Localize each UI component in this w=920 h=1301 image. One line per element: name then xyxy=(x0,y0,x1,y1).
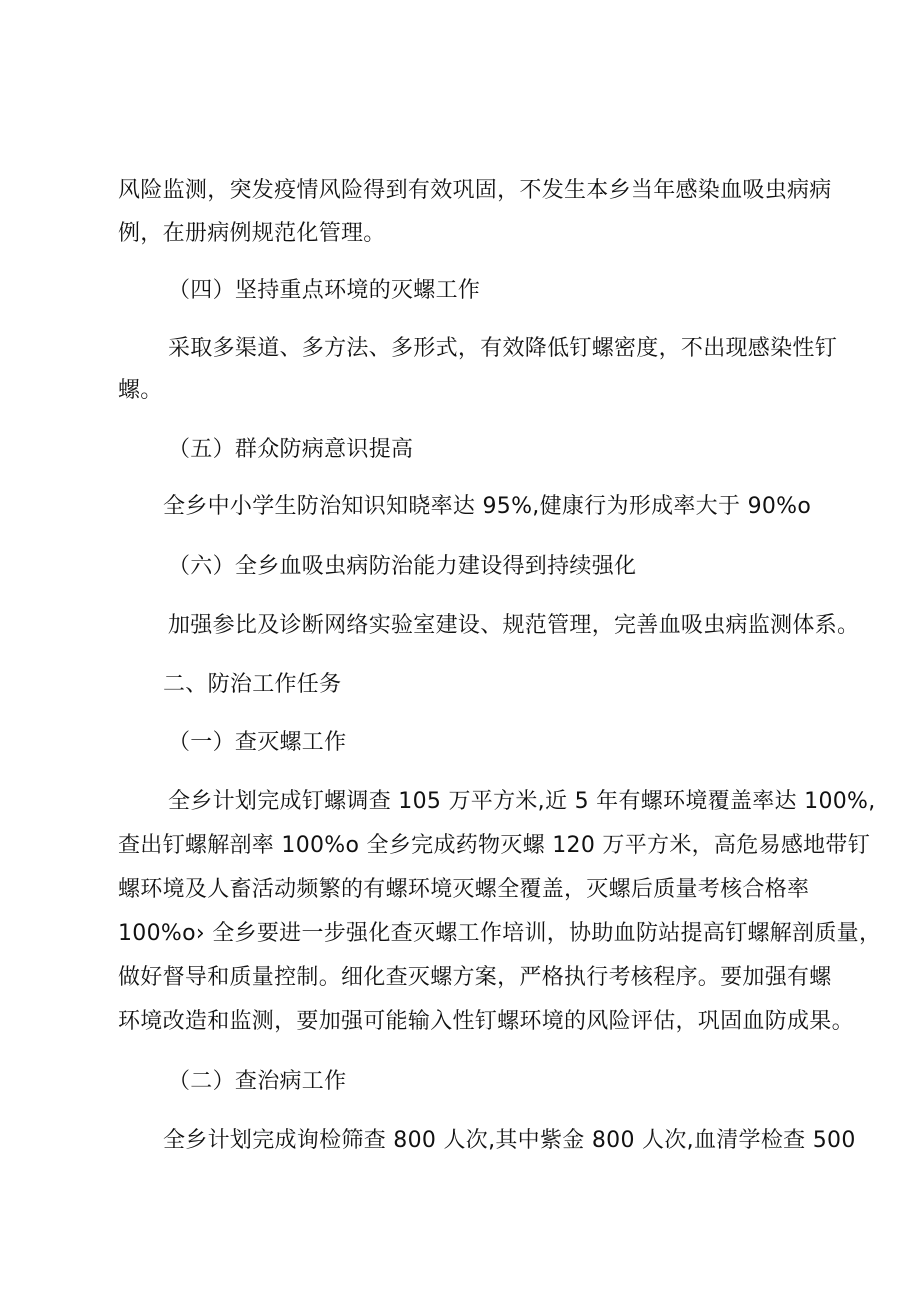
paragraph-line: 螺。 xyxy=(118,378,163,403)
section-heading: （一）查灭螺工作 xyxy=(168,730,347,755)
section-heading: （五）群众防病意识提高 xyxy=(168,437,414,462)
paragraph-line: 做好督导和质量控制。细化查灭螺方案，严格执行考核程序。要加强有螺 xyxy=(118,965,832,990)
section-heading: （二）查治病工作 xyxy=(168,1069,347,1094)
paragraph-line: 风险监测，突发疫情风险得到有效巩固，不发生本乡当年感染血吸虫病病 xyxy=(118,178,832,203)
paragraph-line: 例，在册病例规范化管理。 xyxy=(118,221,386,246)
section-heading: （六）全乡血吸虫病防治能力建设得到持续强化 xyxy=(168,554,637,579)
paragraph-line: 全乡计划完成询检筛查 800 人次,其中紫金 800 人次,血清学检查 500 xyxy=(163,1128,856,1153)
paragraph-line: 螺环境及人畜活动频繁的有螺环境灭螺全覆盖，灭螺后质量考核合格率 xyxy=(118,877,810,902)
paragraph-line: 查出钉螺解剖率 100%o 全乡完成药物灭螺 120 万平方米，高危易感地带钉 xyxy=(118,833,871,858)
paragraph-line: 采取多渠道、多方法、多形式，有效降低钉螺密度，不出现感染性钉 xyxy=(168,336,838,361)
paragraph-line: 环境改造和监测，要加强可能输入性钉螺环境的风险评估，巩固血防成果。 xyxy=(118,1009,854,1034)
paragraph-line: 100%o› 全乡要进一步强化查灭螺工作培训，协助血防站提高钉螺解剖质量， xyxy=(118,921,882,946)
paragraph-line: 全乡中小学生防治知识知晓率达 95%,健康行为形成率大于 90%o xyxy=(163,494,812,519)
section-heading: （四）坚持重点环境的灭螺工作 xyxy=(168,278,481,303)
paragraph-line: 加强参比及诊断网络实验室建设、规范管理，完善血吸虫病监测体系。 xyxy=(168,613,860,638)
paragraph-line: 全乡计划完成钉螺调查 105 万平方米,近 5 年有螺环境覆盖率达 100%, xyxy=(168,789,876,814)
chapter-heading: 二、防治工作任务 xyxy=(163,672,342,697)
